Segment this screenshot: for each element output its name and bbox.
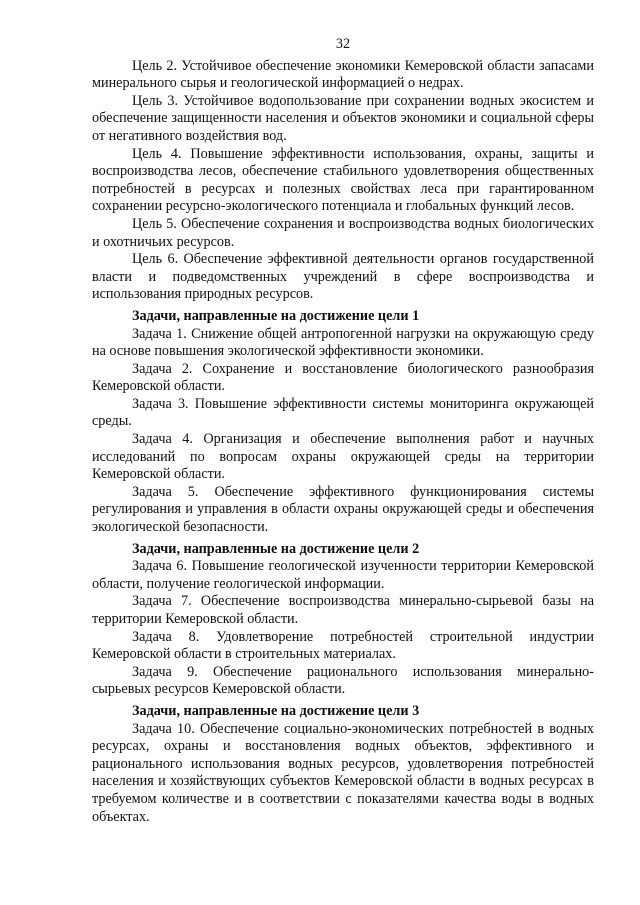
- task-7: Задача 7. Обеспечение воспроизводства минерально-сырьевой базы на территории Кемеровской области.: [92, 593, 594, 627]
- task-2: Задача 2. Сохранение и восстановление биологического разнообразия Кемеровской области.: [92, 360, 594, 395]
- page-number: 32: [335, 36, 351, 52]
- section-heading-goal-3: Задачи, направленные на достижение цели 3: [132, 702, 420, 719]
- section-heading-goal-2: Задачи, направленные на достижение цели 2: [132, 540, 420, 557]
- task-1: Задача 1. Снижение общей антропогенной нагрузки на окружающую среду на основе повышения экологической эффективности экономики.: [92, 325, 594, 360]
- task-5: Задача 5. Обеспечение эффективного функционирования системы регулирования и управления в области охраны окружающей среды и обеспечения экологической безопасности.: [92, 483, 594, 536]
- task-4: Задача 4. Организация и обеспечение выполнения работ и научных исследований по вопросам охраны окружающей среды на территории Кемеровской области.: [92, 431, 594, 483]
- task-8: Задача 8. Удовлетворение потребностей строительной индустрии Кемеровской области в строительных материалах.: [92, 628, 594, 663]
- goal-4: Цель 4. Повышение эффективности использования, охраны, защиты и воспроизводства лесов, обеспечение стабильного удовлетворения общественных потребностей в ресурсах и полезных свойствах леса при гарантированном сохранении ресурсно-экологического потенциала и глобальных функций лесов.: [92, 145, 594, 215]
- goal-5: Цель 5. Обеспечение сохранения и воспроизводства водных биологических и охотничьих ресурсов.: [92, 215, 594, 250]
- task-10: Задача 10. Обеспечение социально-экономических потребностей в водных ресурсах, охраны и восстановления водных объектов, эффективного и рационального использования водных ресурсов, удовлетворения потребностей населения и хозяйствующих субъектов Кемеровской области в водных ресурсах в требуемом количестве и в соответствии с показателями качества воды в водных объектах.: [92, 720, 594, 825]
- goal-2: Цель 2. Устойчивое обеспечение экономики Кемеровской области запасами минерального сырья и геологической информацией о недрах.: [92, 57, 594, 92]
- goal-6: Цель 6. Обеспечение эффективной деятельности органов государственной власти и подведомственных учреждений в сфере воспроизводства и использования природных ресурсов.: [92, 251, 594, 303]
- task-6: Задача 6. Повышение геологической изученности территории Кемеровской области, получение геологической информации.: [92, 558, 594, 592]
- goal-3: Цель 3. Устойчивое водопользование при сохранении водных экосистем и обеспечение защищенности населения и объектов экономики и социальной сферы от негативного воздействия вод.: [92, 92, 594, 144]
- section-heading-goal-1: Задачи, направленные на достижение цели 1: [132, 307, 420, 324]
- task-3: Задача 3. Повышение эффективности системы мониторинга окружающей среды.: [92, 395, 594, 430]
- task-9: Задача 9. Обеспечение рационального использования минерально-сырьевых ресурсов Кемеровской области.: [92, 663, 594, 698]
